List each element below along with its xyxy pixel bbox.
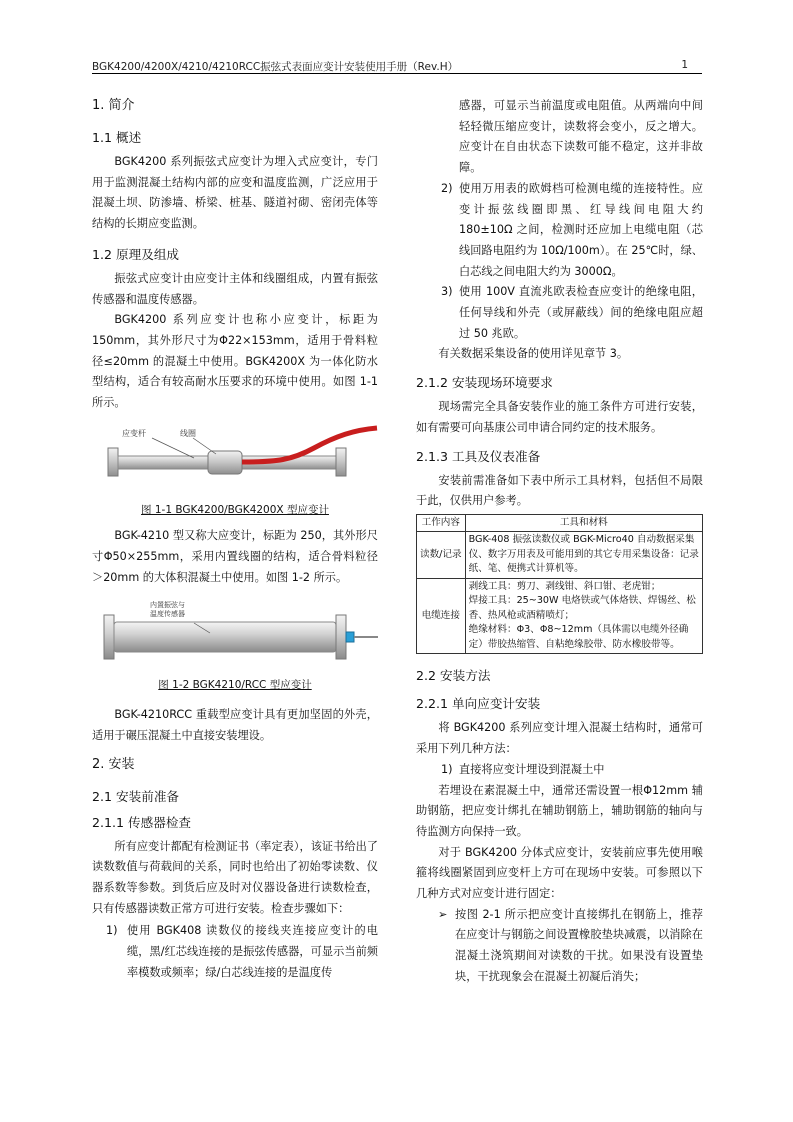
table-cell-task: 电缆连接 xyxy=(417,578,466,654)
paragraph: 振弦式应变计由应变计主体和线圈组成，内置有振弦传感器和温度传感器。 xyxy=(92,271,378,306)
tools-table xyxy=(416,514,703,655)
paragraph: 有关数据采集设备的使用详见章节 3。 xyxy=(438,347,629,361)
list-item xyxy=(416,179,703,283)
section-1-1-title: 1.1 概述 xyxy=(92,130,142,145)
table-cell-tools xyxy=(465,578,702,654)
section-1-title: 1. 简介 xyxy=(92,98,135,113)
table-cell-tools xyxy=(465,532,702,579)
bullet-arrow-icon: ➢ xyxy=(438,907,448,921)
list-item xyxy=(416,760,703,781)
list-text: 直接将应变计埋设到混凝土中 xyxy=(459,762,605,776)
page-number: 1 xyxy=(681,59,688,71)
paragraph: BGK4200 系列振弦式应变计为埋入式应变计，专门用于监测混凝土结构内部的应变和温度监测，广泛应用于混凝土坝、防渗墙、桥梁、桩基、隧道衬砌、密闭壳体等结构的长期应变监测。 xyxy=(92,155,378,231)
paragraph: 将 BGK4200 系列应变计埋入混凝土结构时，通常可采用下列几种方法： xyxy=(416,721,703,756)
paragraph: BGK-4210RCC 重载型应变计具有更加坚固的外壳，适用于碾压混凝土中直接安装埋设。 xyxy=(92,708,378,742)
list-text: 使用 BGK408 读数仪的接线夹连接应变计的电缆，黑/红芯线连接的是振弦传感器，可显示当前频率模数或频率；绿/白芯线连接的是温度传 xyxy=(127,924,378,979)
header-rule xyxy=(92,73,702,74)
list-continuation: 感器，可显示当前温度或电阻值。从两端向中间轻轻微压缩应变计，读数将会变小，反之增大。应变计在自由状态下读数可能不稳定，这并非故障。 xyxy=(459,99,703,175)
figure-1-1 xyxy=(92,420,378,498)
paragraph: 现场需完全具备安装作业的施工条件方可进行安装，如有需要可向基康公司申请合同约定的技术服务。 xyxy=(416,400,703,434)
table-header-row xyxy=(417,514,703,532)
list-marker: 2) xyxy=(441,181,453,195)
table-row xyxy=(417,578,703,654)
table-cell-task: 读数/记录 xyxy=(417,532,466,579)
table-cell-line: BGK-408 振弦读数仪或 BGK-Micro40 自动数据采集仪、数字万用表及可能用到的其它专用采集设备：记录纸、笔、便携式计算机等。 xyxy=(468,534,699,575)
table-cell-line: 焊接工具：25~30W 电烙铁或气体烙铁、焊锡丝、松香、热风枪或酒精喷灯； xyxy=(468,595,696,621)
section-2-1-2-title: 2.1.2 安装现场环境要求 xyxy=(416,375,553,391)
section-2-2-1-title: 2.2.1 单向应变计安装 xyxy=(416,696,541,712)
figure-1-2 xyxy=(92,595,378,673)
paragraph: 若埋设在素混凝土中，通常还需设置一根Φ12mm 辅助钢筋，把应变计绑扎在辅助钢筋上，辅助钢筋的轴向与待监测方向保持一致。 xyxy=(416,783,703,838)
figure-1-1-caption: 图 1-1 BGK4200/BGK4200X 型应变计 xyxy=(141,503,329,516)
paragraph: BGK4200 系列应变计也称小应变计，标距为 150mm，其外形尺寸为Φ22×153mm，适用于骨料粒径≤20mm 的混凝土中使用。BGK4200X 为一体化防水型结构，适合有较高耐水压要求的环境中使用。如图 1-1 所示。 xyxy=(92,313,378,410)
paragraph: 所有应变计都配有检测证书（率定表），该证书给出了读数数值与荷载间的关系，同时也给出了初始零读数、仪器系数等参数。到货后应及时对仪器设备进行读数检查，只有传感器读数正常方可进行安装。检查步骤如下： xyxy=(92,839,378,915)
left-column xyxy=(92,96,378,984)
list-text: 使用万用表的欧姆档可检测电缆的连接特性。应变计振弦线圈即黑、红导线间电阻大约 180±10Ω 之间，检测时还应加上电缆电阻（芯线回路电阻约为 10Ω/100m）。在 25℃时，绿、白芯线之间电阻大约为 3000Ω。 xyxy=(459,181,703,278)
table-header-cell: 工作内容 xyxy=(417,514,466,532)
paragraph: 安装前需准备如下表中所示工具材料，包括但不局限于此，仅供用户参考。 xyxy=(416,473,703,508)
section-2-2-title: 2.2 安装方法 xyxy=(416,668,491,684)
table-cell-line: 剥线工具：剪刀、剥线钳、斜口钳、老虎钳； xyxy=(468,580,661,592)
page-header xyxy=(92,59,702,74)
table-row xyxy=(417,532,703,579)
section-2-1-3-title: 2.1.3 工具及仪表准备 xyxy=(416,448,541,464)
right-column xyxy=(416,96,703,988)
section-1-2-title: 1.2 原理及组成 xyxy=(92,246,180,262)
label-coil: 线圈 xyxy=(180,428,196,438)
list-text: 使用 100V 直流兆欧表检查应变计的绝缘电阻，任何导线和外壳（或屏蔽线）间的绝缘电阻应超过 50 兆欧。 xyxy=(459,285,703,340)
bullet-text: 按图 2-1 所示把应变计直接绑扎在钢筋上，推荐在应变计与钢筋之间设置橡胶垫块减震，以消除在混凝土浇筑期间对读数的干扰。如果没有设置垫块，干扰现象会在混凝土初凝后消失； xyxy=(455,907,703,983)
list-item xyxy=(92,921,378,983)
list-marker: 1) xyxy=(106,924,118,938)
figure-1-2-caption: 图 1-2 BGK4210/RCC 型应变计 xyxy=(158,678,312,691)
section-2-1-1-title: 2.1.1 传感器检查 xyxy=(92,814,192,830)
list-marker: 3) xyxy=(441,285,453,299)
label-strain-rod: 应变杆 xyxy=(122,428,146,438)
strain-gauge-large-illustration xyxy=(92,595,378,673)
header-title: BGK4200/4200X/4210/4210RCC振弦式表面应变计安装使用手册（Rev.H） xyxy=(92,61,459,73)
list-marker: 1) xyxy=(441,762,453,776)
table-cell-line: 绝缘材料：Φ3、Φ8~12mm（具体需以电缆外径确定）带胶热缩管、自粘绝缘胶带、防水橡胶带等。 xyxy=(468,624,689,650)
paragraph: 对于 BGK4200 分体式应变计，安装前应事先使用喉箍将线圈紧固到应变杆上方可在现场中安装。可参照以下几种方式对应变计进行固定： xyxy=(416,845,703,901)
table-header-cell: 工具和材料 xyxy=(465,514,702,532)
label-temp-sensor: 温度传感器 xyxy=(150,609,185,618)
bullet-item xyxy=(416,905,703,988)
paragraph: BGK-4210 型又称大应变计，标距为 250，其外形尺寸Φ50×255mm，采用内置线圈的结构，适合骨料粒径＞20mm 的大体积混凝土中使用。如图 1-2 所示。 xyxy=(92,529,378,584)
label-internal-vw: 内置振弦与 xyxy=(150,600,185,609)
section-2-title: 2. 安装 xyxy=(92,756,135,772)
list-item xyxy=(416,282,703,344)
strain-gauge-small-illustration xyxy=(92,420,378,498)
section-2-1-title: 2.1 安装前准备 xyxy=(92,788,180,804)
